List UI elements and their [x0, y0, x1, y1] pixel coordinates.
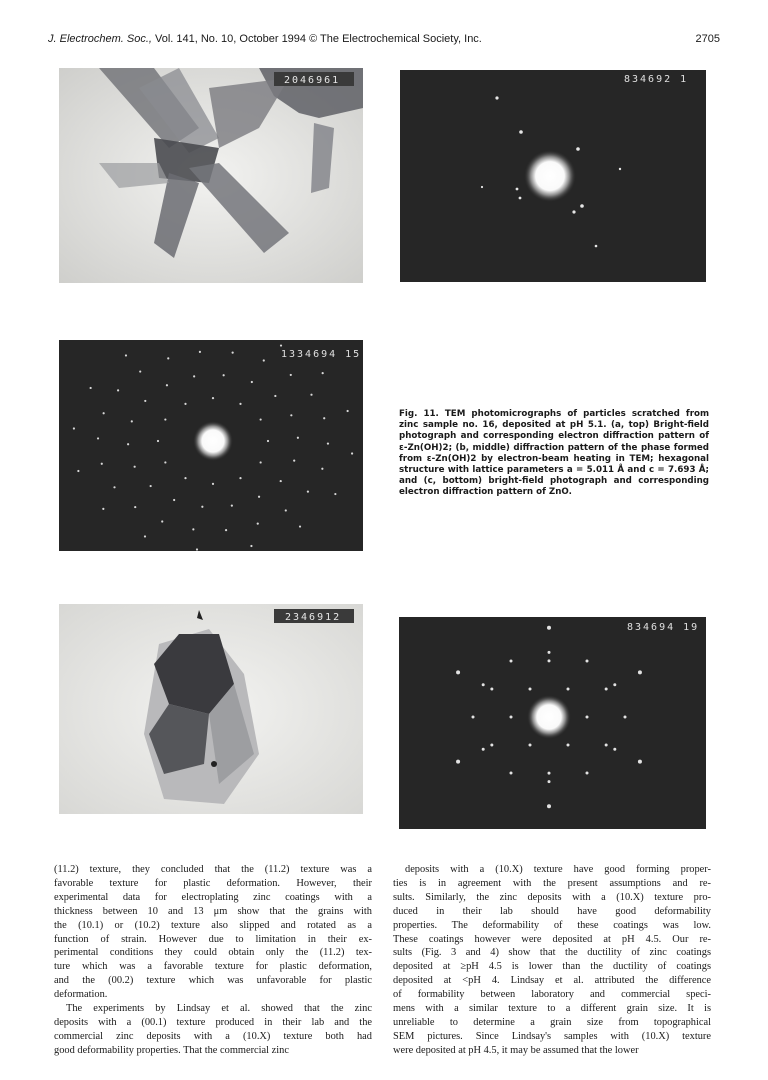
negative-number-label: 2046961	[284, 75, 341, 86]
journal-citation	[48, 33, 482, 45]
page-number: 2705	[695, 33, 720, 45]
text-line: deposits with a (00.1) texture produced in their lab and the	[54, 1016, 372, 1028]
text-line: The experiments by Lindsay et al. showed that the zinc	[66, 1003, 372, 1015]
text-line: function of strain. However due to limitation in their ex-	[54, 933, 372, 945]
text-line: and the (00.2) texture which was unfavorable for plastic	[54, 975, 372, 987]
negative-number-label: 1334694 15	[281, 349, 362, 360]
text-line: These coatings however were deposited at pH 4.5. Our re-	[393, 933, 711, 945]
text-line: experimental data for electroplating zinc coatings with a	[54, 891, 372, 903]
figure-b-diffraction-pattern	[59, 340, 363, 551]
journal-name: J. Electrochem. Soc.,	[48, 33, 152, 45]
text-line: deposited at <pH 4. Lindsay et al. attributed the difference	[393, 975, 711, 987]
text-line: were deposited at pH 4.5, it may be assumed that the lower	[393, 1044, 639, 1056]
figure-a-bright-field-photo	[59, 68, 363, 283]
text-line: sults (Fig. 3 and 4) show that the ductility of zinc coatings	[393, 947, 711, 959]
figure-caption: Fig. 11. TEM photomicrographs of particles scratched from zinc sample no. 16, deposited at pH 5.1. (a, top) Bright-field photograph and corresponding electron diffraction pattern of ε-Zn(OH)2; (b, middle) diffraction pattern of the phase formed from ε-Zn(OH)2 by electron-beam heating in TEM; hexagonal structure with lattice parameters a = 5.011 Å and c = 7.693 Å; and (c, bottom) bright-field photograph and corresponding electron diffraction pattern of ZnO.	[399, 409, 709, 498]
text-line: sults. Similarly, the zinc deposits with a (10.X) texture pro-	[393, 891, 711, 903]
text-line: commercial zinc deposits with a (10.X) texture both had	[54, 1030, 372, 1042]
text-line: unreliable to determine a grain size from topographical	[393, 1016, 711, 1028]
figure-c-diffraction-pattern	[399, 617, 706, 829]
negative-number-label: 834694 19	[627, 622, 700, 633]
negative-number-label: 2346912	[285, 612, 342, 623]
negative-number-label: 834692 1	[624, 74, 689, 85]
text-line: of formability between laboratory and commercial speci-	[393, 989, 711, 1001]
text-line: deposits with a (10.X) texture have good forming proper-	[405, 864, 711, 875]
text-line: deposited at ≥pH 4.5 is lower than the ductility of coatings	[393, 961, 711, 973]
figure-a-diffraction-pattern	[400, 70, 706, 282]
text-line: (11.2) texture, they concluded that the (11.2) texture was a	[54, 864, 372, 875]
figure-c-bright-field-photo	[59, 604, 363, 814]
text-line: good deformability properties. That the commercial zinc	[54, 1044, 289, 1056]
text-line: SEM pictures. Since Lindsay's samples with (10.X) texture	[393, 1030, 711, 1042]
text-line: ture which was a favorable texture for plastic deformation,	[54, 961, 372, 973]
text-line: perimental conditions they could obtain only the (11.2) tex-	[54, 947, 372, 959]
text-line: duced in their lab should have good deformability	[393, 905, 711, 917]
text-line: thickness between 10 and 13 μm show that the grains with	[54, 905, 372, 917]
text-line: properties. The deformability of these coatings was low.	[393, 919, 711, 931]
text-line: deformation.	[54, 989, 108, 1001]
body-column-left	[54, 863, 372, 1058]
text-line: mens with a similar texture to a different grain size. It is	[393, 1003, 711, 1015]
text-line: ties is in agreement with the present assumptions and re-	[393, 877, 711, 889]
body-column-right	[393, 863, 711, 1058]
running-header	[48, 33, 720, 49]
text-line: the (10.1) or (10.2) texture also slipped and rotated as a	[54, 919, 372, 931]
text-line: favorable texture for plastic deformation. However, their	[54, 877, 372, 889]
volume-info: Vol. 141, No. 10, October 1994 © The Electrochemical Society, Inc.	[151, 33, 482, 45]
